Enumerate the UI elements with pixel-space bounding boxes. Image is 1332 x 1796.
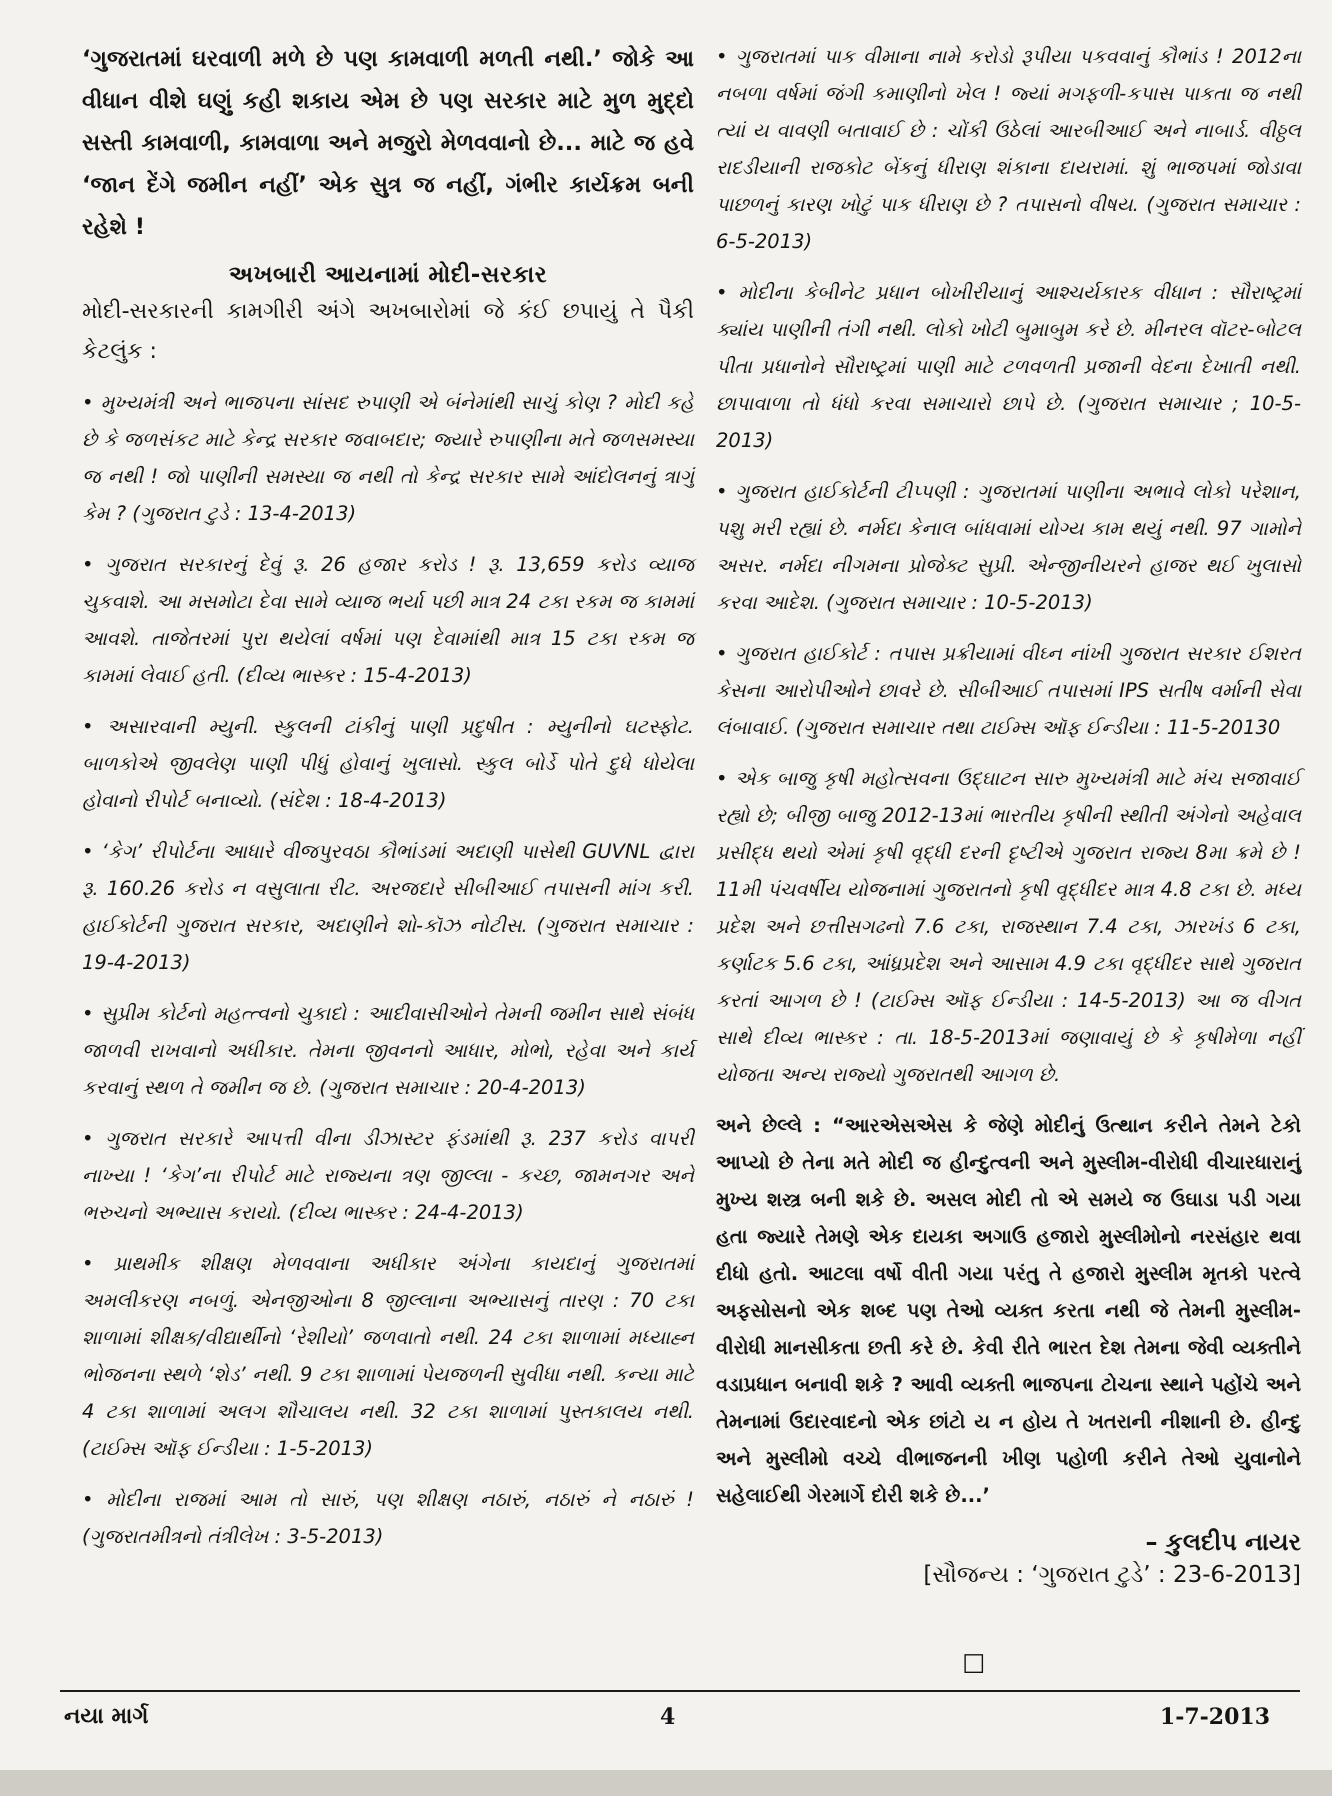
news-item: • એક બાજુ કૃષી મહોત્સવના ઉદ્ઘાટન સારુ મુખ્યમંત્રી માટે મંચ સજાવાઈ રહ્યો છે; બીજી બાજુ 2012-13માં ભારતીય કૃષીની સ્થીતી અંગેનો અહેવાલ પ્રસીદ્ધ થયો એમાં કૃષી વૃદ્ધી દરની દૃષ્ટીએ ગુજરાત રાજ્ય 8મા ક્રમે છે ! 11મી પંચવર્ષીય યોજનામાં ગુજરાતનો કૃષી વૃદ્ધીદર માત્ર 4.8 ટકા છે. મધ્ય પ્રદેશ અને છત્તીસગઢનો 7.6 ટકા, રાજસ્થાન 7.4 ટકા, ઝારખંડ 6 ટકા, કર્ણાટક 5.6 ટકા, આંધ્રપ્રદેશ અને આસામ 4.9 ટકા વૃદ્ધીદર સાથે ગુજરાત કરતાં આગળ છે ! (ટાઈમ્સ ઑફ ઈન્ડીયા : 14-5-2013) આ જ વીગત સાથે દીવ્ય ભાસ્કર : તા. 18-5-2013માં જણાવાયું છે કે કૃષીમેળા નહીં યોજતા અન્ય રાજ્યો ગુજરાતથી આગળ છે. [716, 767, 1301, 1086]
issue-date: 1-7-2013 [1159, 1704, 1270, 1730]
end-square-icon: ☐ [962, 1650, 986, 1680]
news-item: • ગુજરાત સરકારે આપત્તી વીના ડીઝાસ્ટર ફંડમાંથી રૂ. 237 કરોડ વાપરી નાખ્યા ! ‘કેગ’ના રીપોર્ટ માટે રાજ્યના ત્રણ જીલ્લા - કચ્છ, જામનગર અને ભરુચનો અભ્યાસ કરાયો. (દીવ્ય ભાસ્કર : 24-4-2013) [82, 1127, 694, 1224]
lead-paragraph: મોદી-સરકારની કામગીરી અંગે અખબારોમાં જે કંઈ છપાયું તે પૈકી કેટલુંક : [82, 299, 694, 364]
news-item: • સુપ્રીમ કોર્ટનો મહત્ત્વનો ચુકાદો : આદીવાસીઓને તેમની જમીન સાથે સંબંધ જાળવી રાખવાનો અધીકાર. તેમના જીવનનો આધાર, મોભો, રહેવા અને કાર્ય કરવાનું સ્થળ તે જમીન જ છે. (ગુજરાત સમાચાર : 20-4-2013) [82, 1002, 694, 1099]
news-item: • ગુજરાતમાં પાક વીમાના નામે કરોડો રૂપીયા પકવવાનું કૌભાંડ ! 2012ના નબળા વર્ષમાં જંગી કમાણીનો ખેલ ! જ્યાં મગફળી-કપાસ પાકતા જ નથી ત્યાં ય વાવણી બતાવાઈ છે : ચોંકી ઉઠેલાં આરબીઆઈ અને નાબાર્ડ. વીઠ્ઠલ રાદડીયાની રાજકોટ બેંકનું ધીરાણ શંકાના દાયરામાં. શું ભાજપમાં જોડાવા પાછળનું કારણ ખોટું પાક ધીરાણ છે ? તપાસનો વીષય. (ગુજરાત સમાચાર : 6-5-2013) [716, 45, 1301, 253]
scan-edge [0, 1770, 1332, 1796]
news-item: • ગુજરાત હાઈકોર્ટની ટીપ્પણી : ગુજરાતમાં પાણીના અભાવે લોકો પરેશાન, પશુ મરી રહ્યાં છે. નર્મદા કેનાલ બાંધવામાં યોગ્ય કામ થયું નથી. 97 ગામોને અસર. નર્મદા નીગમના પ્રોજેક્ટ સુપ્રી. એન્જીનીયરને હાજર થઈ ખુલાસો કરવા આદેશ. (ગુજરાત સમાચાર : 10-5-2013) [716, 480, 1301, 614]
news-item: • ગુજરાત સરકારનું દેવું રૂ. 26 હજાર કરોડ ! રૂ. 13,659 કરોડ વ્યાજ ચુકવાશે. આ મસમોટા દેવા સામે વ્યાજ ભર્યા પછી માત્ર 24 ટકા રકમ જ કામમાં આવશે. તાજેતરમાં પુરા થયેલાં વર્ષમાં પણ દેવામાંથી માત્ર 15 ટકા રકમ જ કામમાં લેવાઈ હતી. (દીવ્ય ભાસ્કર : 15-4-2013) [82, 553, 694, 687]
news-item: • મોદીના કેબીનેટ પ્રધાન બોખીરીયાનું આશ્ચર્યકારક વીધાન : સૌરાષ્ટ્રમાં ક્યાંય પાણીની તંગી નથી. લોકો ખોટી બુમાબુમ કરે છે. મીનરલ વૉટર-બોટલ પીતા પ્રધાનોને સૌરાષ્ટ્રમાં પાણી માટે ટળવળતી પ્રજાની વેદના દેખાતી નથી. છાપાવાળા તો ધંધો કરવા સમાચારો છાપે છે. (ગુજરાત સમાચાર ; 10-5-2013) [716, 281, 1301, 452]
courtesy-credit: [સૌજન્ય : ‘ગુજરાત ટુડે’ : 23-6-2013] [923, 1562, 1301, 1588]
author-signature: – કુલદીપ નાયર [1145, 1528, 1301, 1556]
news-item: • અસારવાની મ્યુની. સ્કુલની ટાંકીનું પાણી પ્રદુષીત : મ્યુનીનો ઘટસ્ફોટ. બાળકોએ જીવલેણ પાણી પીધું હોવાનું ખુલાસો. સ્કુલ બોર્ડે પોતે દુધે ધોયેલા હોવાનો રીપોર્ટ બનાવ્યો. (સંદેશ : 18-4-2013) [82, 715, 694, 812]
footer-divider [60, 1690, 1300, 1692]
news-item: • મોદીના રાજમાં આમ તો સારું, પણ શીક્ષણ નઠારું, નઠારું ને નઠારું ! (ગુજરાતમીત્રનો તંત્રીલેખ : 3-5-2013) [82, 1488, 694, 1548]
intro-paragraph: ‘ગુજરાતમાં ઘરવાળી મળે છે પણ કામવાળી મળતી નથી.’ જોકે આ વીધાન વીશે ઘણું કહી શકાય એમ છે પણ સરકાર માટે મુળ મુદ્દો સસ્તી કામવાળી, કામવાળા અને મજુરો મેળવવાનો છે... માટે જ હવે ‘જાન દેંગે જમીન નહીં’ એક સુત્ર જ નહીં, ગંભીર કાર્યક્રમ બની રહેશે ! [82, 46, 694, 240]
news-item: • ‘કેગ’ રીપોર્ટના આધારે વીજપુરવઠા કૌભાંડમાં અદાણી પાસેથી GUVNL દ્વારા રૂ. 160.26 કરોડ ન વસુલાતા રીટ. અરજદારે સીબીઆઈ તપાસની માંગ કરી. હાઈકોર્ટની ગુજરાત સરકાર, અદાણીને શો-કૉઝ નોટીસ. (ગુજરાત સમાચાર : 19-4-2013) [82, 840, 694, 974]
news-item: • મુખ્યમંત્રી અને ભાજપના સાંસદ રુપાણી એ બંનેમાંથી સાચું કોણ ? મોદી કહે છે કે જળસંકટ માટે કેન્દ્ર સરકાર જવાબદાર; જ્યારે રુપાણીના મતે જળસમસ્યા જ નથી ! જો પાણીની સમસ્યા જ નથી તો કેન્દ્ર સરકાર સામે આંદોલનનું ત્રાગું કેમ ? (ગુજરાત ટુડે : 13-4-2013) [82, 391, 694, 525]
section-heading: અખબારી આયનામાં મોદી-સરકાર [228, 262, 548, 288]
page-number: 4 [660, 1704, 676, 1730]
news-item: • પ્રાથમીક શીક્ષણ મેળવવાના અધીકાર અંગેના કાયદાનું ગુજરાતમાં અમલીકરણ નબળું. એનજીઓના 8 જીલ્લાના અભ્યાસનું તારણ : 70 ટકા શાળામાં શીક્ષક/વીદ્યાર્થીનો ‘રેશીયો’ જળવાતો નથી. 24 ટકા શાળામાં મધ્યાહ્ન ભોજનના સ્થળે ‘શેડ’ નથી. 9 ટકા શાળામાં પેયજળની સુવીધા નથી. કન્યા માટે 4 ટકા શાળામાં અલગ શૌચાલય નથી. 32 ટકા શાળામાં પુસ્તકાલય નથી. (ટાઈમ્સ ઑફ ઈન્ડીયા : 1-5-2013) [82, 1252, 694, 1460]
closing-quote: અને છેલ્લે : “આરએસએસ કે જેણે મોદીનું ઉત્થાન કરીને તેમને ટેકો આપ્યો છે તેના મતે મોદી જ હીન્દુત્વની અને મુસ્લીમ-વીરોધી વીચારધારાનું મુખ્ય શસ્ત્ર બની શકે છે. અસલ મોદી તો એ સમયે જ ઉઘાડા પડી ગયા હતા જ્યારે તેમણે એક દાયકા અગાઉ હજારો મુસ્લીમોનો નરસંહાર થવા દીધો હતો. આટલા વર્ષો વીતી ગયા પરંતુ તે હજારો મુસ્લીમ મૃતકો પરત્વે અફસોસનો એક શબ્દ પણ તેઓ વ્યક્ત કરતા નથી જે તેમની મુસ્લીમ-વીરોધી માનસીકતા છતી કરે છે. કેવી રીતે ભારત દેશ તેમના જેવી વ્યક્તીને વડાપ્રધાન બનાવી શકે ? આવી વ્યક્તી ભાજપના ટોચના સ્થાને પહોંચે અને તેમનામાં ઉદારવાદનો એક છાંટો ય ન હોય તે ખતરાની નીશાની છે. હીન્દુ અને મુસ્લીમો વચ્ચે વીભાજનની ખીણ પહોળી કરીને તેઓ યુવાનોને સહેલાઈથી ગેરમાર્ગે દોરી શકે છે...’ [716, 1114, 1301, 1507]
right-column [716, 38, 1301, 1594]
news-item: • ગુજરાત હાઈકોર્ટ : તપાસ પ્રક્રીયામાં વીઘ્ન નાંખી ગુજરાત સરકાર ઈશરત કેસના આરોપીઓને છાવરે છે. સીબીઆઈ તપાસમાં IPS સતીષ વર્માની સેવા લંબાવાઈ. (ગુજરાત સમાચાર તથા ટાઈમ્સ ઑફ ઈન્ડીયા : 11-5-20130 [716, 642, 1301, 739]
publication-name: નયા માર્ગ [64, 1704, 149, 1729]
left-column [82, 38, 694, 1569]
